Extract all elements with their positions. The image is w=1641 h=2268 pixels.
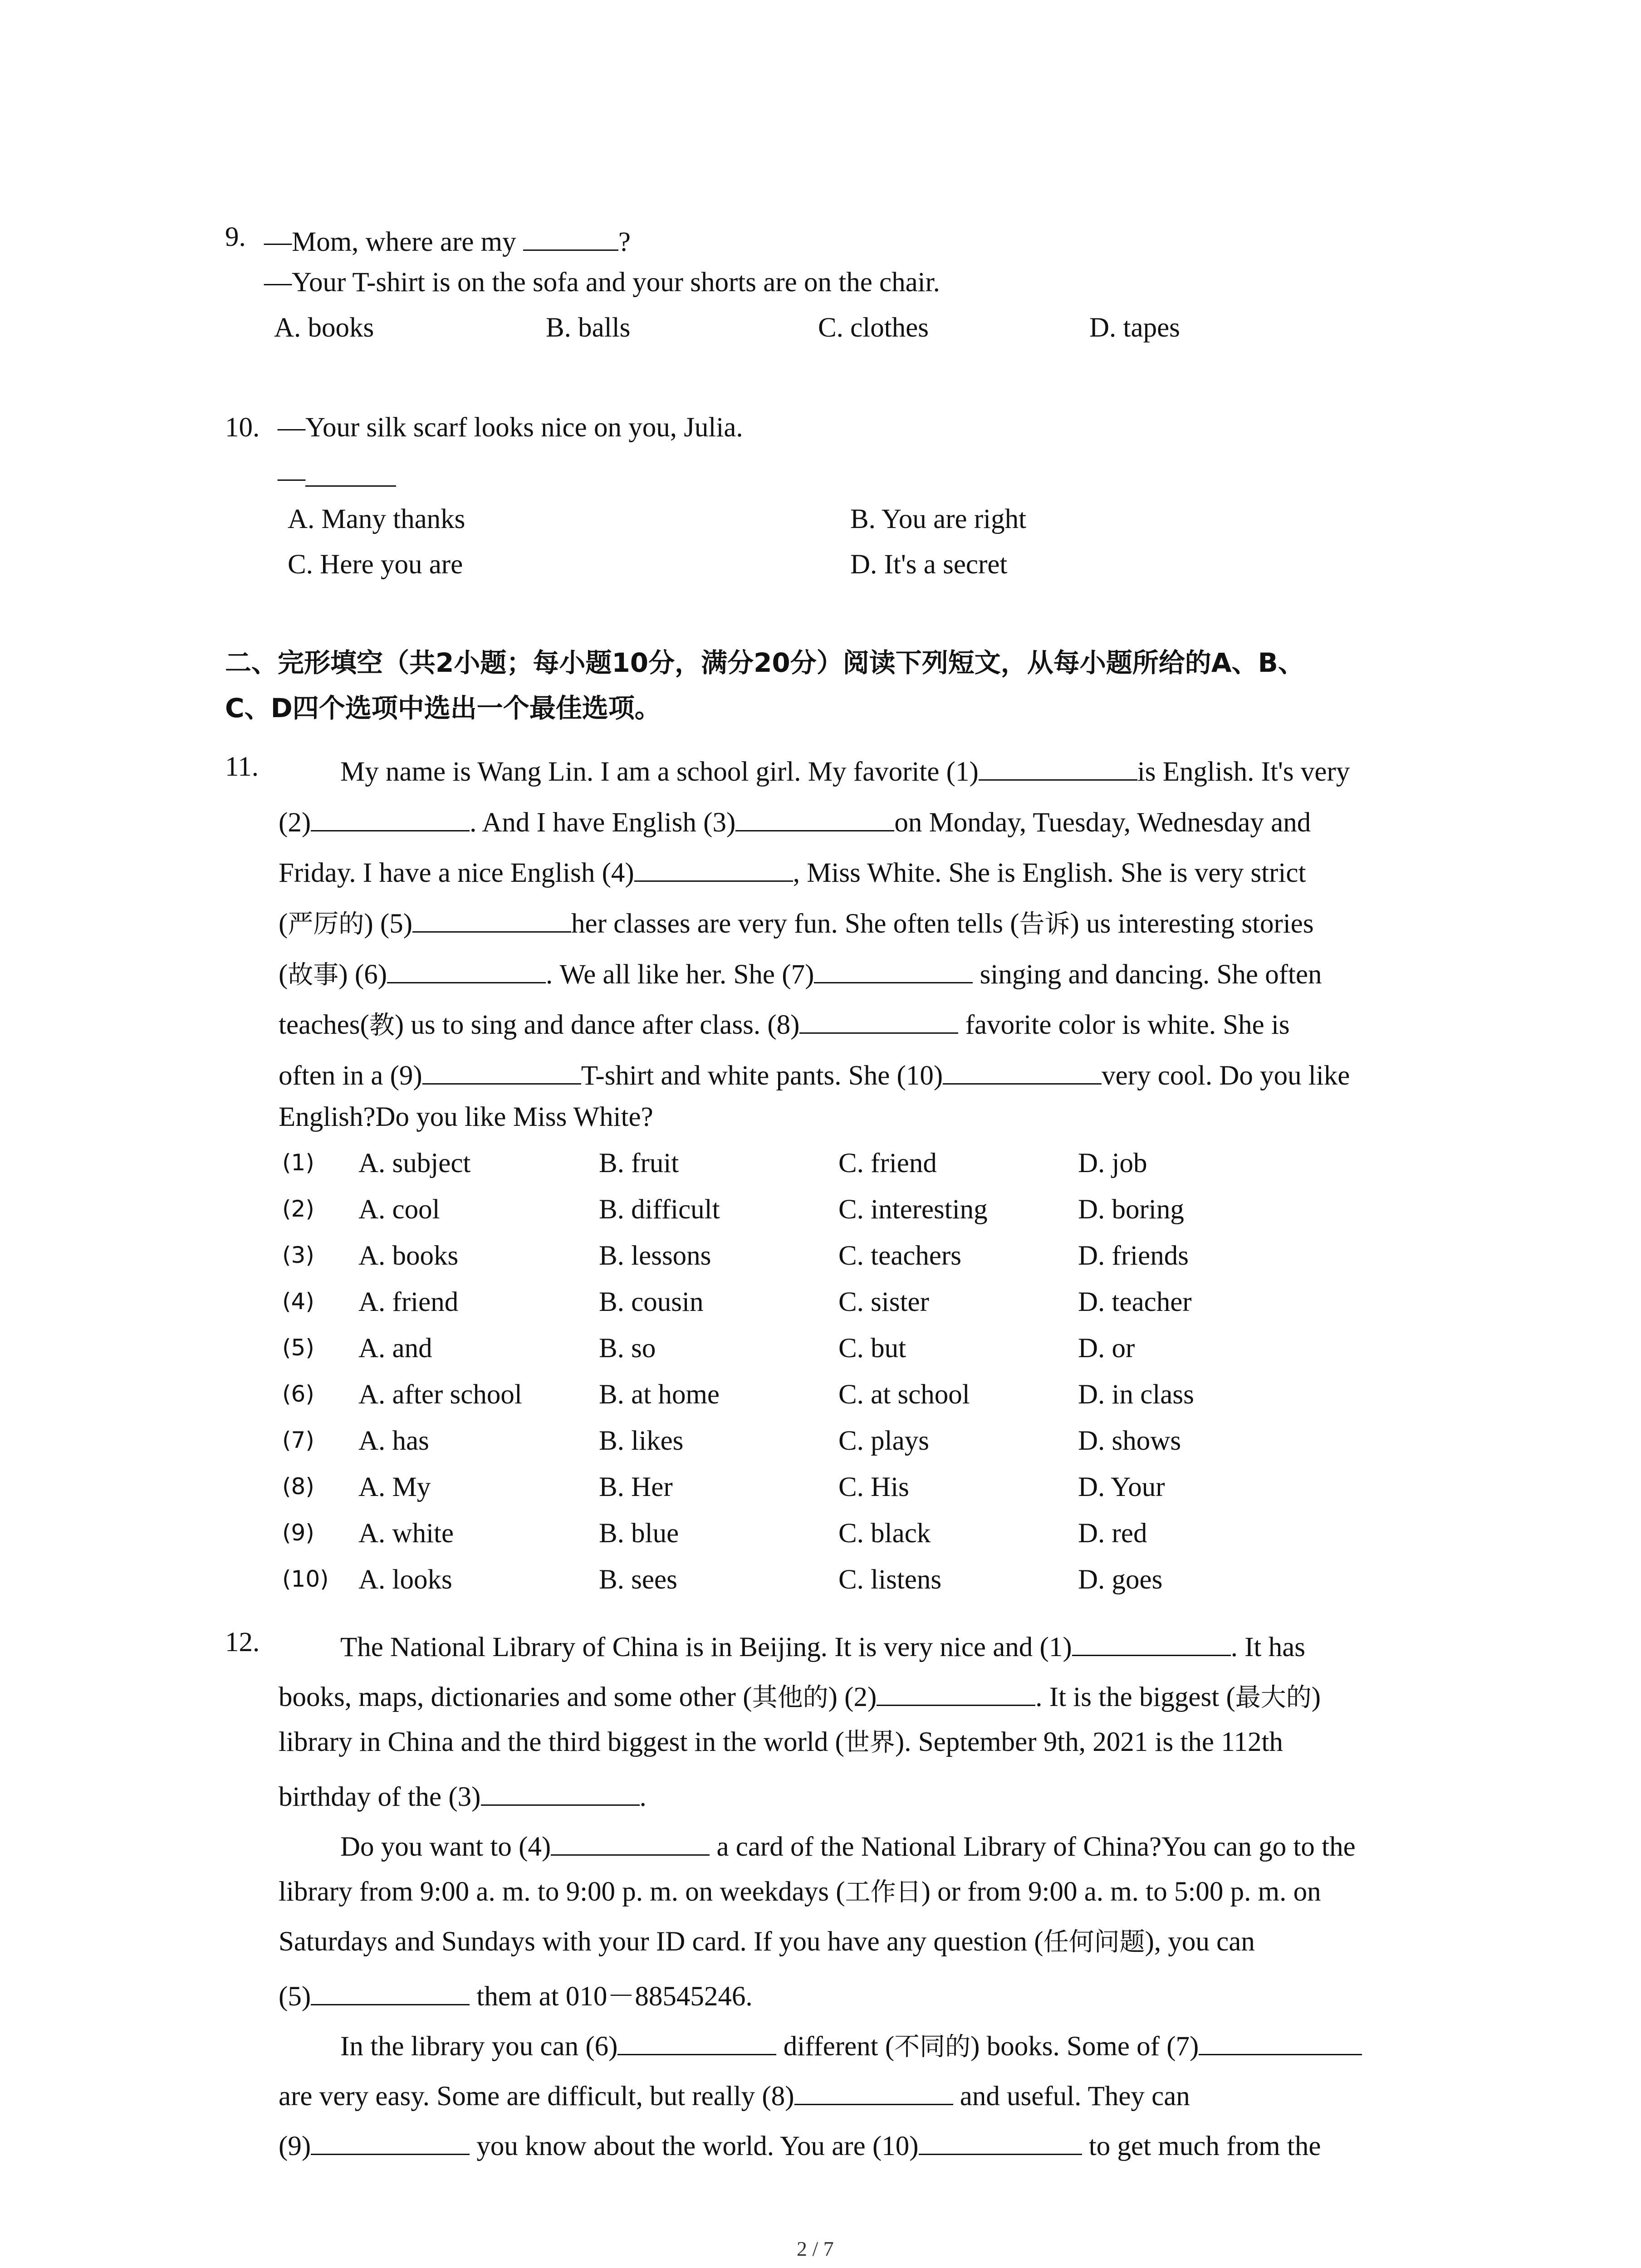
- option-c: C. sister: [838, 1287, 929, 1317]
- option-c: C. but: [838, 1333, 906, 1364]
- passage-text: ) (2): [828, 1681, 877, 1712]
- passage-text: ) (6): [338, 959, 387, 990]
- answer-blank-5: [412, 905, 571, 933]
- chinese-gloss: 工作日: [845, 1877, 921, 1907]
- answer-blank-4: [634, 854, 793, 882]
- stem-text: ?: [618, 226, 631, 257]
- passage-text: birthday of the (3): [279, 1781, 481, 1812]
- answer-blank-5: [311, 1978, 470, 2005]
- question-stem: [264, 223, 631, 256]
- option-c: C. black: [838, 1518, 931, 1549]
- passage-text: library in China and the third biggest in the world (: [279, 1727, 844, 1757]
- sub-question-label: (5): [282, 1334, 314, 1361]
- passage-line: [279, 1057, 1350, 1090]
- passage-text: and useful. They can: [953, 2081, 1190, 2112]
- answer-blank-7: [1199, 2028, 1362, 2055]
- passage-text: The National Library of China is in Beijing. It is very nice and (1): [340, 1632, 1072, 1662]
- passage-text: ) (5): [364, 908, 413, 939]
- passage-line: [279, 2077, 1190, 2110]
- answer-blank-3: [735, 804, 894, 831]
- passage-text: a card of the National Library of China?You can go to the: [710, 1831, 1356, 1862]
- option-c: C. listens: [838, 1564, 942, 1595]
- passage-text: (: [279, 959, 288, 990]
- passage-line: [340, 1828, 1356, 1861]
- passage-text: ). September 9th, 2021 is the 112th: [895, 1727, 1283, 1757]
- stem-text: —Mom, where are my: [264, 226, 523, 257]
- option-d: D. or: [1078, 1333, 1135, 1364]
- sub-question-label: (6): [282, 1381, 314, 1407]
- option-c: C. interesting: [838, 1194, 988, 1225]
- passage-text: them at 010－88545246.: [470, 1981, 753, 2012]
- option-b: B. at home: [599, 1379, 720, 1410]
- sub-question-label: (3): [282, 1242, 314, 1268]
- answer-blank-4: [551, 1828, 710, 1856]
- option-c: C. plays: [838, 1426, 929, 1456]
- answer-blank-7: [814, 956, 973, 983]
- section-heading: 二、完形填空（共2小题；每小题10分，满分20分）阅读下列短文，从每小题所给的A、B、: [225, 647, 1304, 678]
- question-stem: —Your silk scarf looks nice on you, Julia.: [278, 412, 743, 443]
- passage-text: My name is Wang Lin. I am a school girl. My favorite (1): [340, 756, 979, 787]
- passage-line: [279, 804, 1311, 836]
- passage-text: . It is the biggest (: [1035, 1681, 1235, 1712]
- option-b: B. likes: [599, 1426, 684, 1456]
- option-b: B. lessons: [599, 1241, 711, 1271]
- passage-text: ) or from 9:00 a. m. to 5:00 p. m. on: [921, 1877, 1321, 1907]
- passage-text: to get much from the: [1082, 2131, 1321, 2161]
- sub-question-label: (9): [282, 1520, 314, 1546]
- passage-line: [279, 1978, 753, 2010]
- passage-text: teaches(: [279, 1009, 369, 1040]
- option-a: A. cool: [358, 1194, 440, 1225]
- option-d: D. job: [1078, 1148, 1147, 1178]
- passage-text: library from 9:00 a. m. to 9:00 p. m. on weekdays (: [279, 1877, 845, 1907]
- passage-line: [279, 1878, 1321, 1906]
- passage-line: [279, 1778, 647, 1811]
- page-number: 2 / 7: [797, 2237, 834, 2260]
- passage-text: you know about the world. You are (10): [470, 2131, 919, 2161]
- answer-blank-6: [387, 956, 546, 983]
- option-d: D. teacher: [1078, 1287, 1192, 1317]
- question-number: 10.: [225, 412, 260, 443]
- dialogue-reply: —Your T-shirt is on the sofa and your shorts are on the chair.: [264, 267, 940, 298]
- option-a: A. after school: [358, 1379, 522, 1410]
- option-a: A. Many thanks: [288, 504, 465, 534]
- section-heading-cont: C、D四个选项中选出一个最佳选项。: [225, 693, 661, 723]
- passage-text: T-shirt and white pants. She (10): [581, 1060, 943, 1091]
- chinese-gloss: 世界: [844, 1728, 895, 1757]
- option-c: C. at school: [838, 1379, 970, 1410]
- option-c: C. clothes: [818, 313, 929, 343]
- passage-text: her classes are very fun. She often tells (: [571, 908, 1019, 939]
- passage-line: [279, 854, 1306, 887]
- option-d: D. in class: [1078, 1379, 1194, 1410]
- option-b: B. difficult: [599, 1194, 720, 1225]
- passage-text: Saturdays and Sundays with your ID card. If you have any question (: [279, 1926, 1043, 1957]
- sub-question-label: (10): [282, 1566, 329, 1592]
- option-c: C. Here you are: [288, 549, 463, 580]
- option-d: D. friends: [1078, 1241, 1189, 1271]
- question-number: 9.: [225, 222, 246, 252]
- sub-question-label: (7): [282, 1427, 314, 1453]
- passage-text: (9): [279, 2131, 311, 2161]
- passage-text: singing and dancing. She often: [973, 959, 1322, 990]
- option-b: B. Her: [599, 1472, 673, 1502]
- answer-blank-10: [919, 2127, 1082, 2155]
- chinese-gloss: 任何问题: [1043, 1927, 1145, 1957]
- option-a: A. and: [358, 1333, 432, 1364]
- option-d: D. tapes: [1089, 313, 1180, 343]
- chinese-gloss: 严厉的: [288, 909, 364, 939]
- passage-line: [279, 2127, 1321, 2160]
- passage-text: very cool. Do you like: [1102, 1060, 1350, 1091]
- passage-text: different (: [776, 2031, 895, 2062]
- option-c: C. His: [838, 1472, 909, 1502]
- sub-question-label: (4): [282, 1288, 314, 1315]
- answer-blank: [523, 223, 618, 251]
- option-d: D. goes: [1078, 1564, 1163, 1595]
- passage-text: (2): [279, 807, 311, 838]
- passage-text: are very easy. Some are difficult, but really (8): [279, 2081, 794, 2112]
- chinese-gloss: 最大的: [1235, 1682, 1312, 1712]
- passage-text: ) us interesting stories: [1070, 908, 1314, 939]
- chinese-gloss: 不同的: [894, 2032, 971, 2062]
- passage-text: , Miss White. She is English. She is very strict: [793, 857, 1306, 888]
- question-number: 12.: [225, 1627, 260, 1657]
- passage-text: Friday. I have a nice English (4): [279, 857, 634, 888]
- passage-line: [279, 1728, 1283, 1756]
- passage-line: [279, 1678, 1321, 1711]
- answer-blank-2: [877, 1678, 1035, 1706]
- sub-question-label: (2): [282, 1196, 314, 1222]
- passage-text: (: [279, 908, 288, 939]
- passage-line: [340, 2028, 1362, 2060]
- option-a: A. books: [358, 1241, 459, 1271]
- sub-question-label: (1): [282, 1149, 314, 1176]
- passage-text: often in a (9): [279, 1060, 422, 1091]
- sub-question-label: (8): [282, 1473, 314, 1500]
- answer-blank-8: [794, 2077, 953, 2105]
- passage-text: ), you can: [1145, 1926, 1255, 1957]
- option-a: A. white: [358, 1518, 454, 1549]
- passage-line: [279, 956, 1322, 988]
- passage-line: [340, 1628, 1305, 1661]
- passage-line: [279, 1928, 1255, 1955]
- option-a: A. looks: [358, 1564, 452, 1595]
- chinese-gloss: 故事: [288, 960, 339, 990]
- passage-text: ) books. Some of (7): [970, 2031, 1199, 2062]
- passage-text: favorite color is white. She is: [958, 1009, 1290, 1040]
- option-d: D. shows: [1078, 1426, 1181, 1456]
- answer-blank-6: [617, 2028, 776, 2055]
- chinese-gloss: 其他的: [752, 1682, 828, 1712]
- passage-text: ) us to sing and dance after class. (8): [394, 1009, 800, 1040]
- passage-text: Do you want to (4): [340, 1831, 551, 1862]
- option-a: A. has: [358, 1426, 429, 1456]
- option-a: A. My: [358, 1472, 431, 1502]
- answer-blank: [305, 459, 396, 487]
- passage-text: . It has: [1230, 1632, 1306, 1662]
- dash: —: [278, 462, 305, 493]
- option-b: B. balls: [546, 313, 631, 343]
- option-b: B. sees: [599, 1564, 677, 1595]
- passage-line: English?Do you like Miss White?: [279, 1102, 653, 1132]
- passage-text: ): [1311, 1681, 1321, 1712]
- answer-blank-1: [979, 753, 1137, 781]
- option-d: D. red: [1078, 1518, 1147, 1549]
- answer-blank-1: [1072, 1628, 1231, 1656]
- option-c: C. friend: [838, 1148, 937, 1178]
- passage-text: In the library you can (6): [340, 2031, 618, 2062]
- option-c: C. teachers: [838, 1241, 961, 1271]
- option-b: B. blue: [599, 1518, 679, 1549]
- passage-text: is English. It's very: [1137, 756, 1350, 787]
- passage-text: . We all like her. She (7): [546, 959, 814, 990]
- option-d: D. Your: [1078, 1472, 1165, 1502]
- answer-blank-9: [422, 1057, 581, 1085]
- option-a: A. books: [274, 313, 374, 343]
- option-b: B. cousin: [599, 1287, 704, 1317]
- answer-blank-8: [799, 1006, 958, 1034]
- question-number: 11.: [225, 752, 259, 782]
- dialogue-reply: [278, 459, 396, 492]
- chinese-gloss: 教: [369, 1010, 395, 1040]
- passage-line: [279, 905, 1314, 938]
- answer-blank-2: [311, 804, 470, 831]
- passage-line: [340, 753, 1350, 786]
- passage-text: on Monday, Tuesday, Wednesday and: [894, 807, 1311, 838]
- option-b: B. so: [599, 1333, 656, 1364]
- answer-blank-9: [311, 2127, 470, 2155]
- passage-text: (5): [279, 1981, 311, 2012]
- option-d: D. It's a secret: [850, 549, 1008, 580]
- passage-line: [279, 1006, 1290, 1039]
- passage-text: books, maps, dictionaries and some other (: [279, 1681, 752, 1712]
- answer-blank-3: [481, 1778, 640, 1806]
- passage-text: . And I have English (3): [470, 807, 736, 838]
- passage-text: .: [639, 1781, 647, 1812]
- answer-blank-10: [943, 1057, 1102, 1085]
- option-a: A. subject: [358, 1148, 471, 1178]
- option-b: B. fruit: [599, 1148, 679, 1178]
- chinese-gloss: 告诉: [1019, 909, 1070, 939]
- option-d: D. boring: [1078, 1194, 1184, 1225]
- option-a: A. friend: [358, 1287, 459, 1317]
- option-b: B. You are right: [850, 504, 1027, 534]
